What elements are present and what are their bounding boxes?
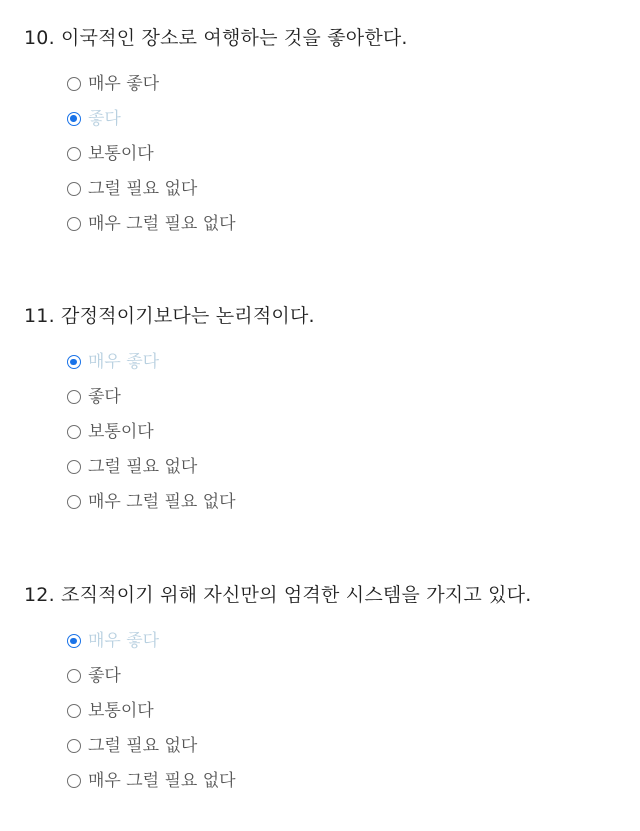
radio-button[interactable] [67, 217, 81, 231]
option-good[interactable] [66, 659, 236, 694]
radio-button[interactable] [67, 739, 81, 753]
radio-button[interactable] [67, 182, 81, 196]
option-not-needed[interactable] [66, 449, 236, 484]
option-very-good[interactable] [66, 345, 236, 380]
option-label: 매우 그럴 필요 없다 [88, 770, 236, 791]
option-label: 그럴 필요 없다 [88, 178, 198, 199]
radio-button[interactable] [67, 704, 81, 718]
question-title: 11. 감정적이기보다는 논리적이다. [24, 305, 315, 327]
option-neutral[interactable] [66, 694, 236, 729]
option-label: 매우 그럴 필요 없다 [88, 491, 236, 512]
option-label: 매우 좋다 [88, 352, 160, 373]
option-not-needed[interactable] [66, 171, 236, 206]
radio-button[interactable] [67, 147, 81, 161]
option-good[interactable] [66, 102, 236, 137]
radio-button[interactable] [67, 425, 81, 439]
radio-button[interactable] [67, 460, 81, 474]
answer-options [66, 345, 236, 519]
option-label: 그럴 필요 없다 [88, 456, 198, 477]
radio-button[interactable] [67, 774, 81, 788]
option-label: 매우 좋다 [88, 74, 160, 95]
option-label: 매우 좋다 [88, 631, 160, 652]
option-label: 좋다 [88, 666, 121, 687]
option-label: 보통이다 [88, 700, 154, 721]
radio-button[interactable] [67, 495, 81, 509]
question-title: 12. 조직적이기 위해 자신만의 엄격한 시스템을 가지고 있다. [24, 584, 532, 606]
option-not-needed-at-all[interactable] [66, 484, 236, 519]
option-label: 보통이다 [88, 143, 154, 164]
radio-button[interactable] [67, 390, 81, 404]
answer-options [66, 67, 236, 241]
option-very-good[interactable] [66, 67, 236, 102]
option-label: 그럴 필요 없다 [88, 735, 198, 756]
option-label: 좋다 [88, 387, 121, 408]
option-label: 매우 그럴 필요 없다 [88, 213, 236, 234]
option-not-needed-at-all[interactable] [66, 206, 236, 241]
option-good[interactable] [66, 380, 236, 415]
radio-button[interactable] [67, 77, 81, 91]
option-very-good[interactable] [66, 624, 236, 659]
option-not-needed[interactable] [66, 728, 236, 763]
question-title: 10. 이국적인 장소로 여행하는 것을 좋아한다. [24, 27, 408, 49]
option-label: 보통이다 [88, 421, 154, 442]
answer-options [66, 624, 236, 798]
option-neutral[interactable] [66, 415, 236, 450]
option-neutral[interactable] [66, 137, 236, 172]
radio-button[interactable] [67, 355, 81, 369]
radio-button[interactable] [67, 634, 81, 648]
option-not-needed-at-all[interactable] [66, 763, 236, 798]
radio-button[interactable] [67, 112, 81, 126]
option-label: 좋다 [88, 109, 121, 130]
radio-button[interactable] [67, 669, 81, 683]
